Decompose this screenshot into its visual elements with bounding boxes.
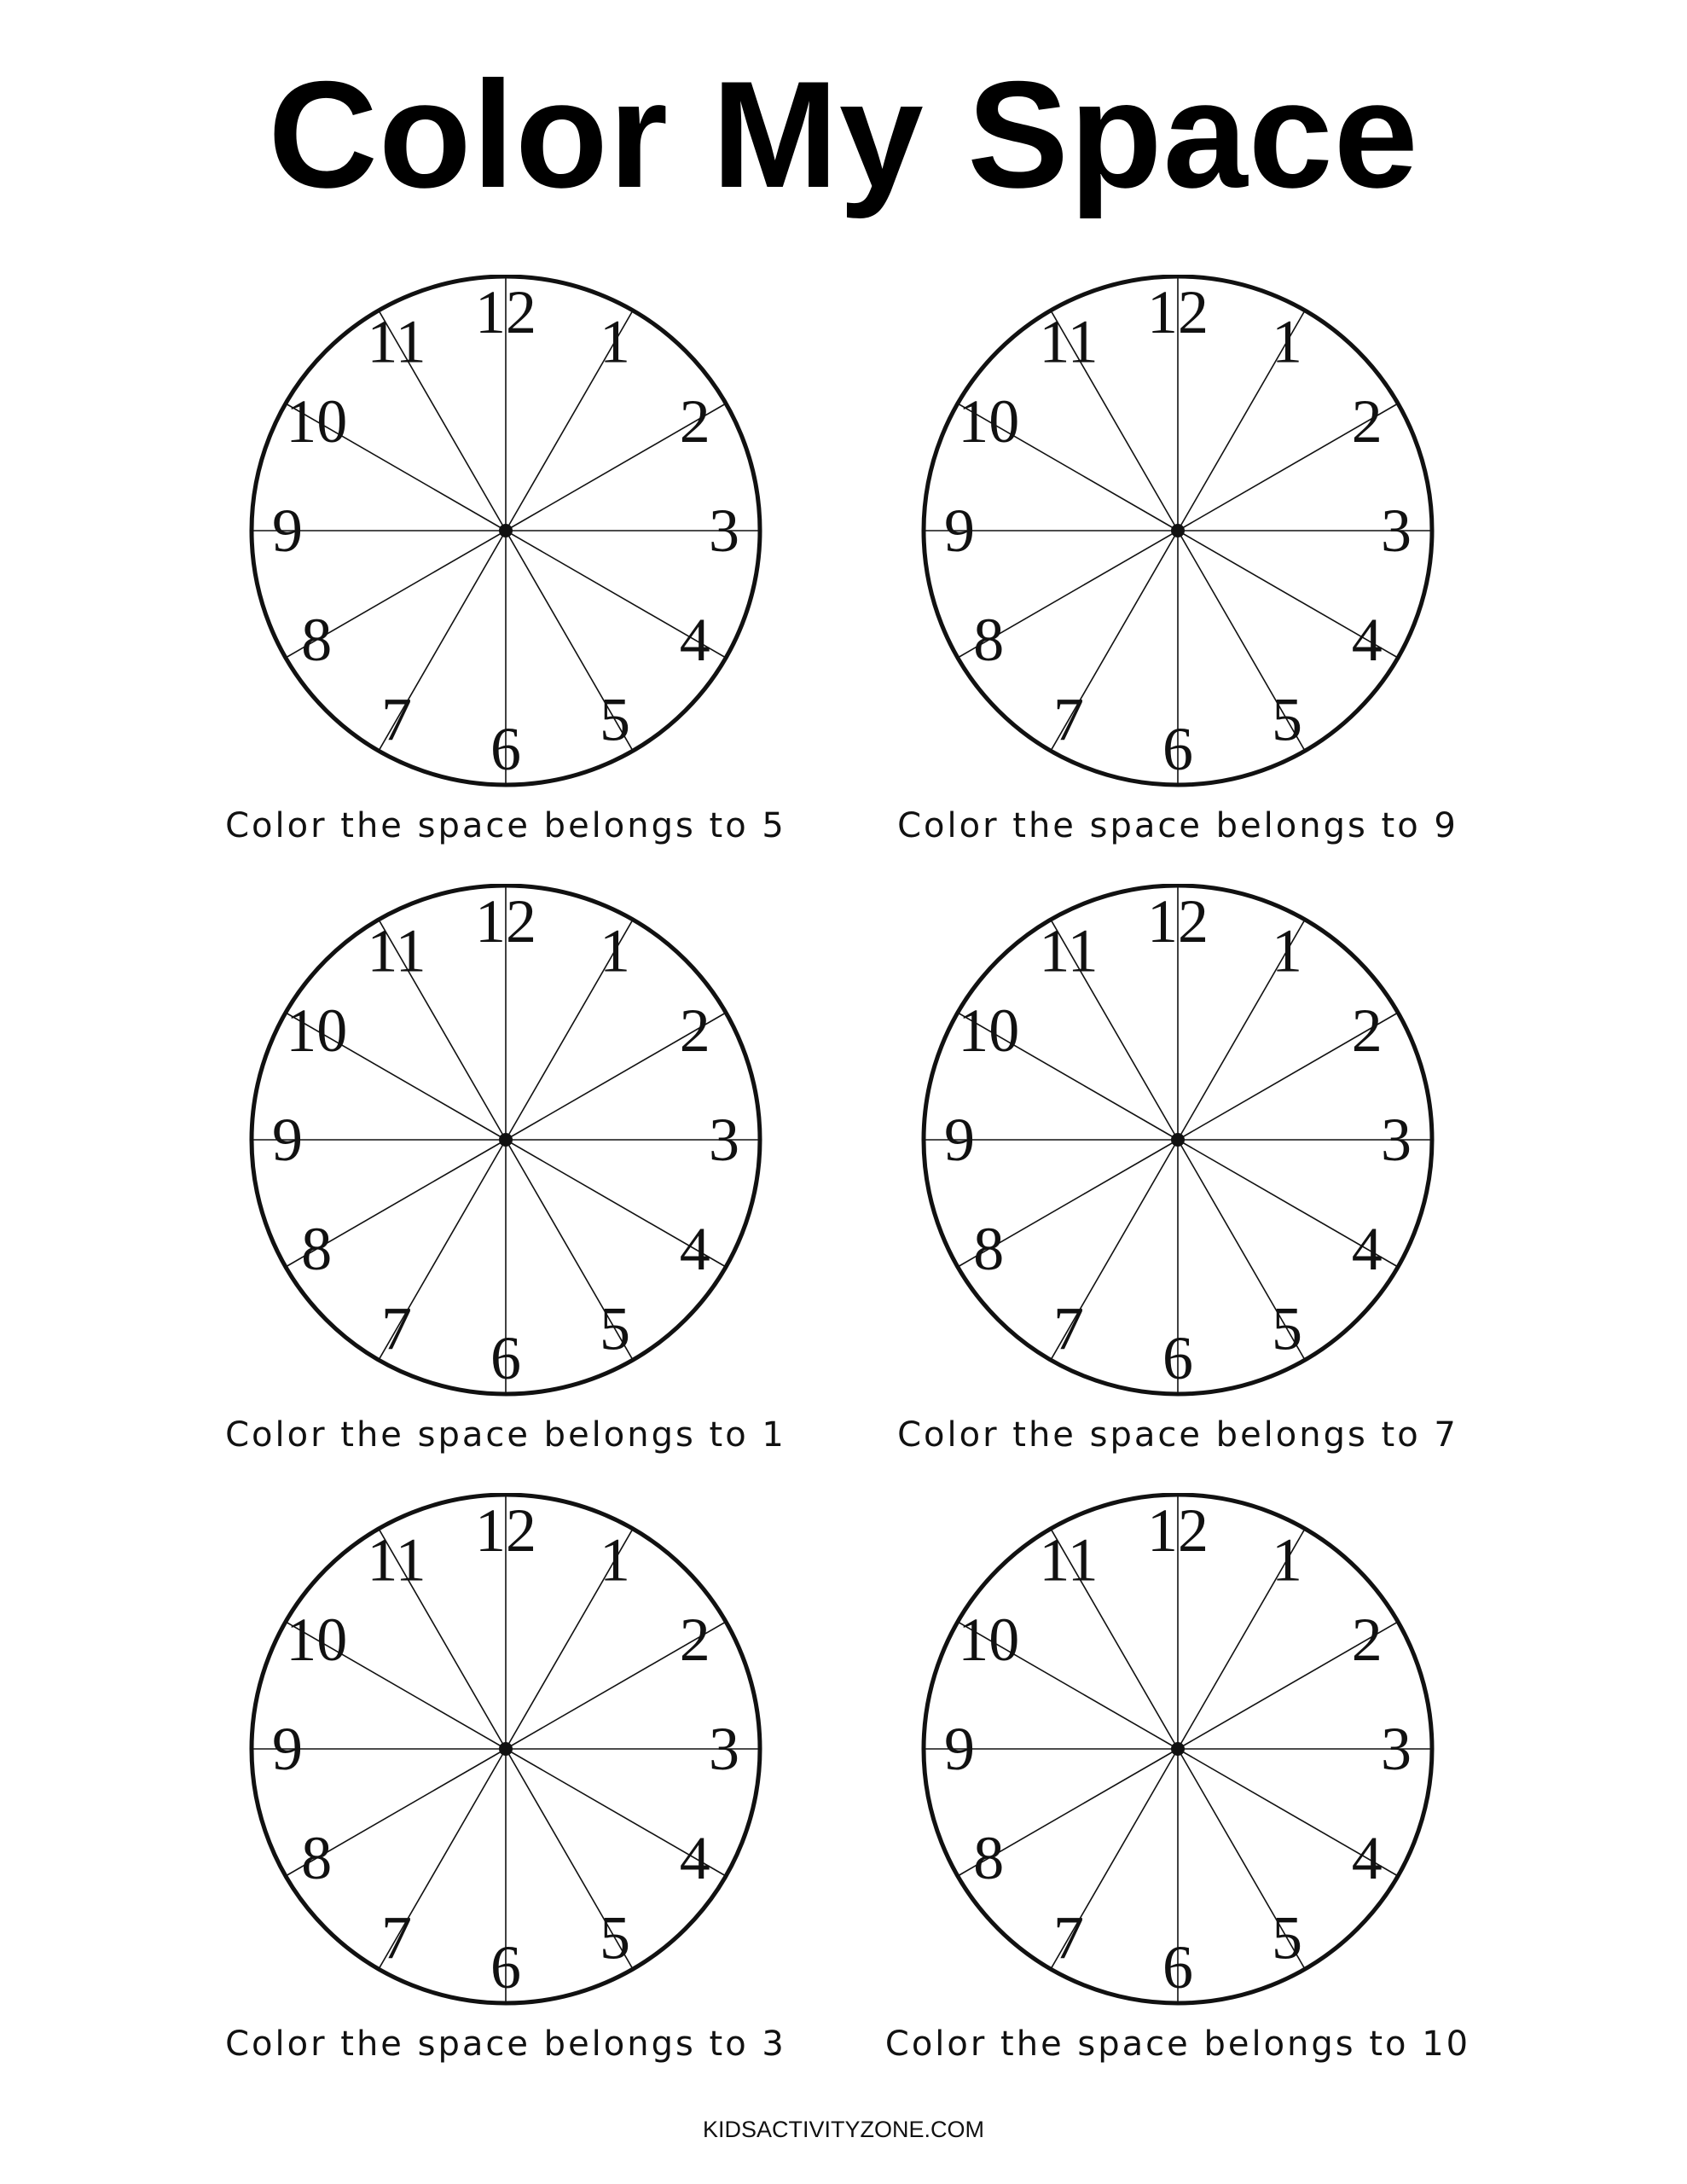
clock-number: 5 (600, 1294, 630, 1363)
clock-face (820, 275, 1536, 804)
clock-number: 12 (475, 887, 536, 956)
clock-number: 7 (381, 685, 412, 754)
clock-number: 9 (944, 1715, 975, 1783)
clock-number: 8 (973, 606, 1005, 674)
clock-number: 9 (272, 1715, 303, 1783)
clock-number: 5 (1272, 1294, 1302, 1363)
clock-number: 5 (600, 1903, 630, 1972)
clock-number: 3 (1381, 1106, 1412, 1174)
clock-number: 2 (679, 1606, 710, 1674)
clock-number: 6 (1162, 1933, 1193, 2001)
clock-number: 5 (600, 685, 630, 754)
clock-number: 3 (1381, 497, 1412, 565)
instruction-text: Color the space belongs to 3 (225, 2024, 786, 2064)
clock-face (820, 1493, 1536, 2022)
instruction-text: Color the space belongs to 1 (225, 1415, 786, 1455)
clock-number: 11 (367, 1525, 426, 1594)
clock-card (820, 275, 1536, 872)
clock-number: 7 (381, 1903, 412, 1972)
clock-number: 2 (1351, 1606, 1383, 1674)
clock-number: 2 (679, 996, 710, 1065)
clock-number: 3 (709, 1106, 739, 1174)
footer-credit: KIDSACTIVITYZONE.COM (702, 2117, 985, 2142)
clock-number: 6 (1162, 1324, 1193, 1392)
clock-number: 9 (272, 497, 303, 565)
clock-number: 4 (1351, 606, 1383, 674)
clock-face (148, 884, 864, 1413)
clock-center-dot (1171, 1133, 1185, 1147)
clock-card (820, 884, 1536, 1481)
instruction-text: Color the space belongs to 7 (897, 1415, 1458, 1455)
clock-number: 8 (301, 1824, 333, 1892)
clock-number: 8 (973, 1824, 1005, 1892)
clock-number: 10 (286, 1606, 348, 1674)
clock-number: 4 (679, 606, 710, 674)
clock-number: 10 (286, 996, 348, 1065)
clock-number: 1 (600, 916, 630, 985)
clock-number: 12 (1147, 1496, 1209, 1565)
clock-number: 10 (958, 1606, 1020, 1674)
clock-number: 12 (475, 1496, 536, 1565)
clock-number: 7 (1053, 685, 1084, 754)
instruction-text: Color the space belongs to 10 (884, 2024, 1471, 2064)
clock-card (148, 884, 864, 1481)
clock-number: 8 (301, 606, 333, 674)
clock-number: 6 (490, 1933, 521, 2001)
clock-number: 11 (1039, 307, 1099, 376)
clock-number: 12 (1147, 887, 1209, 956)
clock-card (820, 1493, 1536, 2090)
clock-number: 12 (475, 278, 536, 346)
clock-center-dot (499, 1133, 513, 1147)
clock-center-dot (1171, 1742, 1185, 1756)
clock-number: 7 (381, 1294, 412, 1363)
clock-number: 9 (272, 1106, 303, 1174)
clock-number: 10 (958, 387, 1020, 456)
instruction-text: Color the space belongs to 9 (897, 806, 1458, 845)
clock-number: 2 (679, 387, 710, 456)
clock-number: 7 (1053, 1903, 1084, 1972)
clock-number: 3 (709, 1715, 739, 1783)
clock-number: 4 (1351, 1824, 1383, 1892)
clock-number: 1 (1272, 916, 1302, 985)
clock-number: 11 (1039, 1525, 1099, 1594)
clock-center-dot (499, 1742, 513, 1756)
clock-number: 6 (1162, 715, 1193, 783)
clock-number: 7 (1053, 1294, 1084, 1363)
instruction-text: Color the space belongs to 5 (225, 806, 786, 845)
clock-center-dot (1171, 524, 1185, 537)
clock-number: 2 (1351, 996, 1383, 1065)
clock-number: 6 (490, 1324, 521, 1392)
clock-number: 10 (286, 387, 348, 456)
clock-number: 1 (1272, 1525, 1302, 1594)
page-title: Color My Space (268, 49, 1419, 219)
clock-number: 5 (1272, 685, 1302, 754)
clock-card (148, 275, 864, 872)
clock-number: 8 (301, 1215, 333, 1283)
clock-number: 11 (1039, 916, 1099, 985)
clock-number: 11 (367, 307, 426, 376)
clock-card (148, 1493, 864, 2090)
clock-face (820, 884, 1536, 1413)
clock-face (148, 275, 864, 804)
clock-number: 9 (944, 497, 975, 565)
clock-number: 1 (600, 1525, 630, 1594)
clock-number: 6 (490, 715, 521, 783)
clock-number: 9 (944, 1106, 975, 1174)
clock-number: 1 (600, 307, 630, 376)
clock-number: 1 (1272, 307, 1302, 376)
clock-number: 5 (1272, 1903, 1302, 1972)
clock-number: 4 (679, 1824, 710, 1892)
clock-number: 3 (1381, 1715, 1412, 1783)
clock-number: 8 (973, 1215, 1005, 1283)
clock-number: 11 (367, 916, 426, 985)
clock-number: 3 (709, 497, 739, 565)
clock-number: 2 (1351, 387, 1383, 456)
clock-number: 12 (1147, 278, 1209, 346)
clock-number: 4 (679, 1215, 710, 1283)
clock-number: 10 (958, 996, 1020, 1065)
clock-center-dot (499, 524, 513, 537)
clock-number: 4 (1351, 1215, 1383, 1283)
clock-face (148, 1493, 864, 2022)
